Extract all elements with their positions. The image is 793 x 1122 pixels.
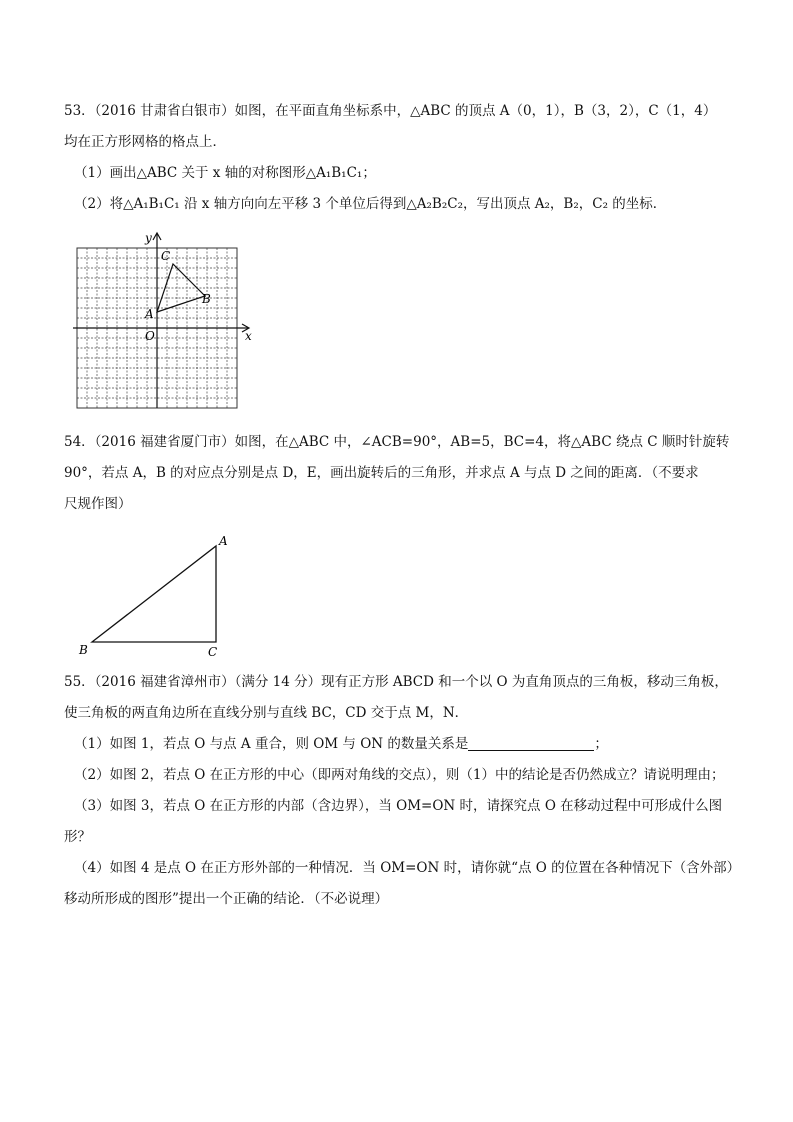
q55-line2: 使三角板的两直角边所在直线分别与直线 BC，CD 交于点 M，N．: [64, 705, 469, 721]
q55-part1-end: ；: [594, 736, 608, 752]
point-a-label: A: [145, 307, 154, 321]
triangle-abc: [157, 264, 205, 312]
q55-line1: 55．（2016 福建省漳州市）（满分 14 分）现有正方形 ABCD 和一个以 O 为直角顶点的三角板，移动三角板，: [64, 674, 728, 690]
origin-label: O: [145, 329, 155, 343]
q54-line3: 尺规作图）: [64, 496, 132, 512]
q54-right-triangle-figure: [72, 530, 242, 660]
x-axis-label: x: [245, 329, 252, 343]
q54-line2: 90°，若点 A，B 的对应点分别是点 D，E，画出旋转后的三角形，并求点 A 与点 D 之间的距离．（不要求: [64, 465, 699, 481]
answer-blank[interactable]: [468, 736, 594, 751]
point-b-label: B: [202, 292, 211, 306]
q55-part2: （2）如图 2，若点 O 在正方形的中心（即两对角线的交点），则（1）中的结论是否仍然成立？请说明理由；: [74, 767, 725, 783]
q53-line2: 均在正方形网格的格点上．: [64, 134, 226, 150]
point-a-label: A: [219, 534, 228, 548]
q55-part1-text: （1）如图 1，若点 O 与点 A 重合，则 OM 与 ON 的数量关系是: [74, 736, 469, 752]
q55-part3-line1: （3）如图 3，若点 O 在正方形的内部（含边界），当 OM=ON 时，请探究点 O 在移动过程中可形成什么图: [74, 798, 723, 814]
q53-coordinate-grid-figure: [68, 228, 258, 410]
q54-line1: 54．（2016 福建省厦门市）如图，在△ABC 中，∠ACB=90°，AB=5，BC=4，将△ABC 绕点 C 顺时针旋转: [64, 434, 730, 450]
q53-part2: （2）将△A₁B₁C₁ 沿 x 轴方向向左平移 3 个单位后得到△A₂B₂C₂，写出顶点 A₂，B₂，C₂ 的坐标．: [74, 196, 667, 212]
point-c-label: C: [208, 645, 218, 659]
q55-part4-line1: （4）如图 4 是点 O 在正方形外部的一种情况．当 OM=ON 时，请你就“点 O 的位置在各种情况下（含外部）: [74, 860, 741, 876]
q53-part1: （1）画出△ABC 关于 x 轴的对称图形△A₁B₁C₁；: [74, 165, 376, 181]
q55-part1: [74, 735, 608, 753]
y-axis-label: y: [145, 231, 152, 245]
q53-title: 53．（2016 甘肃省白银市）如图，在平面直角坐标系中，△ABC 的顶点 A（0，1），B（3，2），C（1，4）: [64, 103, 717, 119]
q55-part4-line2: 移动所形成的图形”提出一个正确的结论．（不必说理）: [64, 891, 389, 907]
triangle-abc: [92, 546, 216, 642]
q55-part3-line2: 形？: [64, 829, 91, 845]
point-b-label: B: [79, 643, 88, 657]
point-c-label: C: [161, 249, 171, 263]
